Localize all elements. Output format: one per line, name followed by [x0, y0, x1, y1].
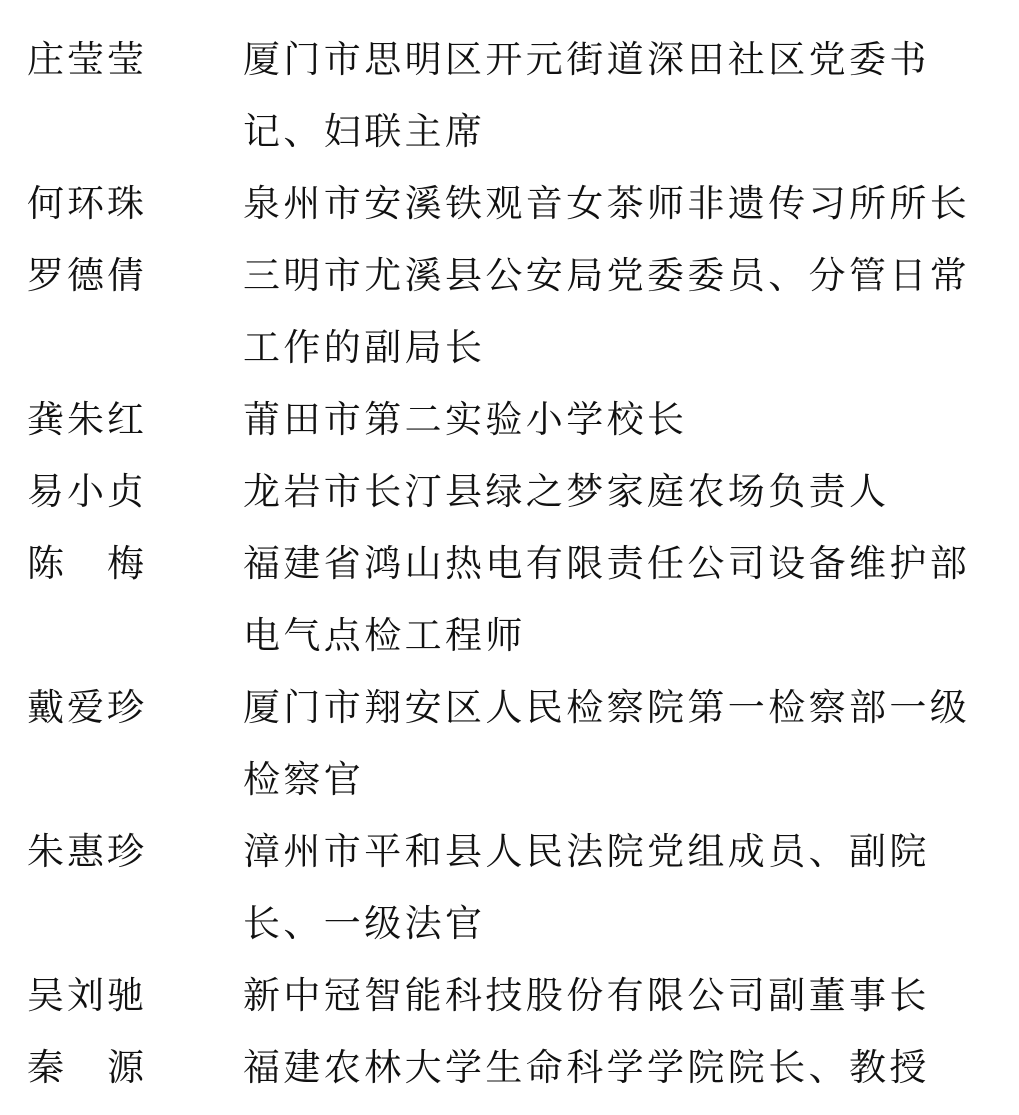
person-name: 庄莹莹 [27, 38, 147, 81]
person-title: 厦门市翔安区人民检察院第一检察部一级检察官 [243, 686, 971, 801]
person-name: 易小贞 [27, 470, 147, 513]
person-title: 泉州市安溪铁观音女茶师非遗传习所所长 [243, 182, 971, 225]
list-item [0, 1032, 1019, 1104]
list-item [0, 528, 1019, 672]
list-item [0, 816, 1019, 960]
list-item [0, 456, 1019, 528]
person-title: 厦门市思明区开元街道深田社区党委书记、妇联主席 [243, 38, 930, 153]
person-title: 漳州市平和县人民法院党组成员、副院长、一级法官 [243, 830, 930, 945]
person-title: 福建省鸿山热电有限责任公司设备维护部电气点检工程师 [243, 542, 971, 657]
person-title: 莆田市第二实验小学校长 [243, 398, 688, 441]
list-item [0, 672, 1019, 816]
list-item [0, 240, 1019, 384]
person-name: 陈 梅 [27, 542, 147, 585]
person-name: 何环珠 [27, 182, 147, 225]
person-name: 龚朱红 [27, 398, 147, 441]
honoree-list [0, 24, 1019, 1104]
person-title: 龙岩市长汀县绿之梦家庭农场负责人 [243, 470, 890, 513]
person-title: 福建农林大学生命科学学院院长、教授 [243, 1046, 930, 1089]
person-name: 秦 源 [27, 1046, 147, 1089]
person-name: 朱惠珍 [27, 830, 147, 873]
person-name: 戴爱珍 [27, 686, 147, 729]
person-name: 吴刘驰 [27, 974, 147, 1017]
person-title: 新中冠智能科技股份有限公司副董事长 [243, 974, 930, 1017]
list-item [0, 24, 1019, 168]
list-item [0, 960, 1019, 1032]
list-item [0, 384, 1019, 456]
person-title: 三明市尤溪县公安局党委委员、分管日常工作的副局长 [243, 254, 971, 369]
list-item [0, 168, 1019, 240]
person-name: 罗德倩 [27, 254, 147, 297]
